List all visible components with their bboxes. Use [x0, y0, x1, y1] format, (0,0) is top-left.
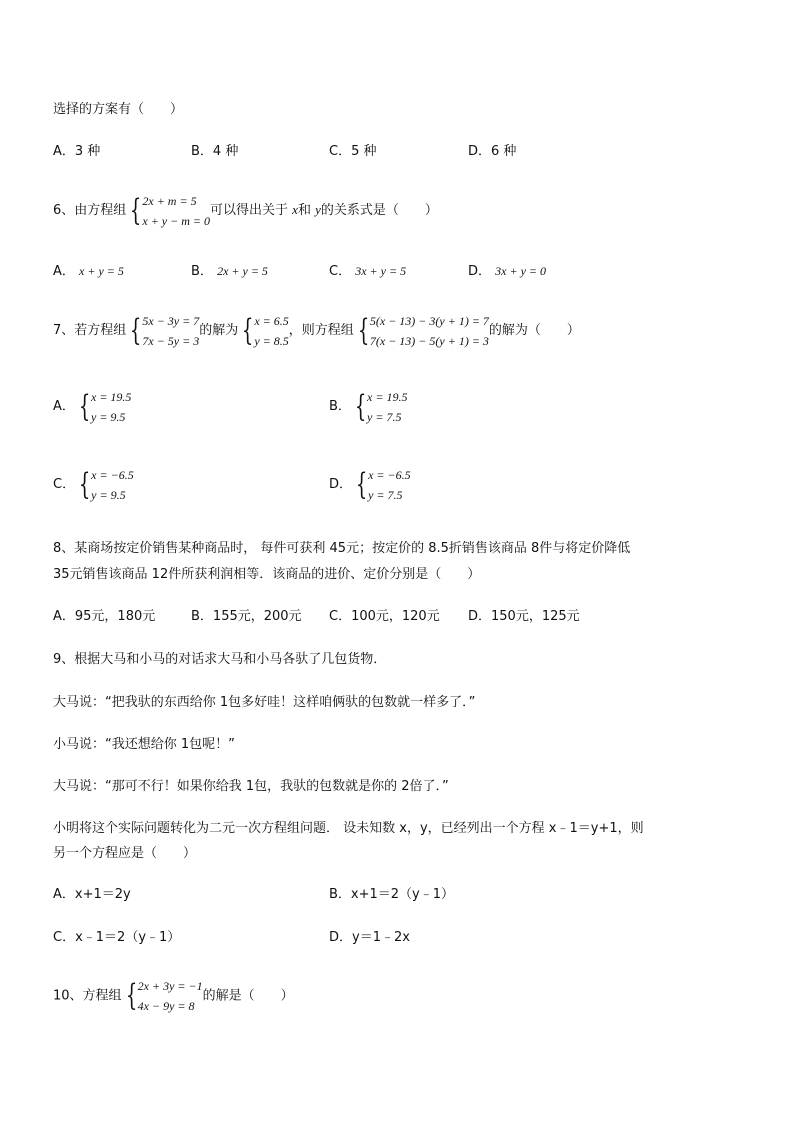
q9-dialog-3: 大马说：“那可不行！如果你给我 1包，我驮的包数就是你的 2倍了．”: [53, 779, 449, 794]
q7-stem: [53, 310, 580, 352]
q7-system1: { 5x − 3y = 7 7x − 5y = 3: [126, 311, 199, 351]
q7-solution: { x = 6.5 y = 8.5: [238, 311, 289, 351]
q6-option-d[interactable]: D． 3x + y = 0: [468, 264, 547, 279]
q10-suffix: 的解是（ ）: [202, 988, 294, 1004]
q9-option-b[interactable]: B．x+1＝2（y﹣1）: [329, 887, 455, 902]
q9-line1: 小明将这个实际问题转化为二元一次方程组问题． 设未知数 x，y，已经列出一个方程 x﹣1＝y+1，则: [53, 821, 644, 836]
q7-system2: { 5(x − 13) − 3(y + 1) = 7 7(x − 13) − 5(y + 1) = 3: [354, 311, 489, 351]
q5-option-b[interactable]: B．4 种: [191, 144, 239, 159]
q9-option-d[interactable]: D．y＝1﹣2x: [329, 930, 410, 945]
q9-stem: 9、根据大马和小马的对话求大马和小马各驮了几包货物．: [53, 652, 387, 667]
q10-eq2: 4x − 9y = 8: [137, 999, 195, 1013]
q5-stem: 选择的方案有（ ）: [53, 102, 184, 117]
q6-system: { 2x + m = 5 x + y − m = 0: [126, 191, 210, 231]
q8-option-a[interactable]: A．95元，180元: [53, 609, 156, 624]
q10-prefix: 10、方程组: [53, 988, 122, 1004]
q7-option-d[interactable]: D． { x = −6.5 y = 7.5: [329, 467, 411, 502]
q9-dialog-1: 大马说：“把我驮的东西给你 1包多好哇！这样咱俩驮的包数就一样多了．”: [53, 695, 476, 710]
q7-mid2: ，则方程组: [288, 323, 354, 338]
q5-option-c[interactable]: C．5 种: [329, 144, 377, 159]
q6-stem: [53, 190, 438, 231]
q10-eq1: 2x + 3y = −1: [137, 979, 203, 993]
q7-option-b[interactable]: B． { x = 19.5 y = 7.5: [329, 389, 408, 424]
q8-option-b[interactable]: B．155元，200元: [191, 609, 302, 624]
q7-sol-eq1: x = 6.5: [254, 313, 289, 328]
q6-option-b[interactable]: B． 2x + y = 5: [191, 264, 268, 279]
q5-option-a[interactable]: A．3 种: [53, 144, 101, 159]
q6-suffix2: 的关系式是（ ）: [320, 203, 438, 218]
q8-line1: 8、某商场按定价销售某种商品时， 每件可获利 45元；按定价的 8.5折销售该商品 8件与将定价降低: [53, 541, 631, 556]
q6-eq1: 2x + m = 5: [142, 193, 197, 208]
q6-prefix: 6、由方程组: [53, 203, 127, 218]
q6-option-a[interactable]: A． x + y = 5: [53, 264, 124, 279]
q7-option-a[interactable]: A． { x = 19.5 y = 9.5: [53, 389, 132, 424]
q7-sol-eq2: y = 8.5: [254, 333, 289, 348]
q7-sys1-eq1: 5x − 3y = 7: [142, 313, 200, 328]
q9-option-c[interactable]: C．x﹣1＝2（y﹣1）: [53, 930, 181, 945]
q6-and: 和: [297, 203, 311, 218]
q9-dialog-2: 小马说：“我还想给你 1包呢！”: [53, 737, 235, 752]
q7-prefix: 7、若方程组: [53, 323, 127, 338]
q8-line2: 35元销售该商品 12件所获利润相等．该商品的进价、定价分别是（ ）: [53, 567, 481, 582]
q6-var-y: y: [315, 202, 321, 217]
q6-var-x: x: [292, 202, 298, 217]
q8-option-c[interactable]: C．100元，120元: [329, 609, 440, 624]
q8-option-d[interactable]: D．150元，125元: [468, 609, 580, 624]
q7-option-c[interactable]: C． { x = −6.5 y = 9.5: [53, 467, 134, 502]
q7-mid1: 的解为: [199, 323, 239, 338]
q9-option-a[interactable]: A．x+1＝2y: [53, 887, 131, 902]
q6-eq2: x + y − m = 0: [142, 213, 210, 228]
q7-suffix: 的解为（ ）: [488, 323, 580, 338]
q6-option-c[interactable]: C． 3x + y = 5: [329, 264, 407, 279]
q5-option-d[interactable]: D．6 种: [468, 144, 517, 159]
q10-stem: [53, 976, 294, 1017]
q9-line2: 另一个方程应是（ ）: [53, 846, 197, 861]
q7-sys1-eq2: 7x − 5y = 3: [142, 333, 200, 348]
q10-system: { 2x + 3y = −1 4x − 9y = 8: [122, 976, 203, 1016]
q7-sys2-eq1: 5(x − 13) − 3(y + 1) = 7: [369, 313, 489, 328]
q7-sys2-eq2: 7(x − 13) − 5(y + 1) = 3: [369, 333, 489, 348]
q6-suffix: 可以得出关于: [210, 203, 289, 218]
